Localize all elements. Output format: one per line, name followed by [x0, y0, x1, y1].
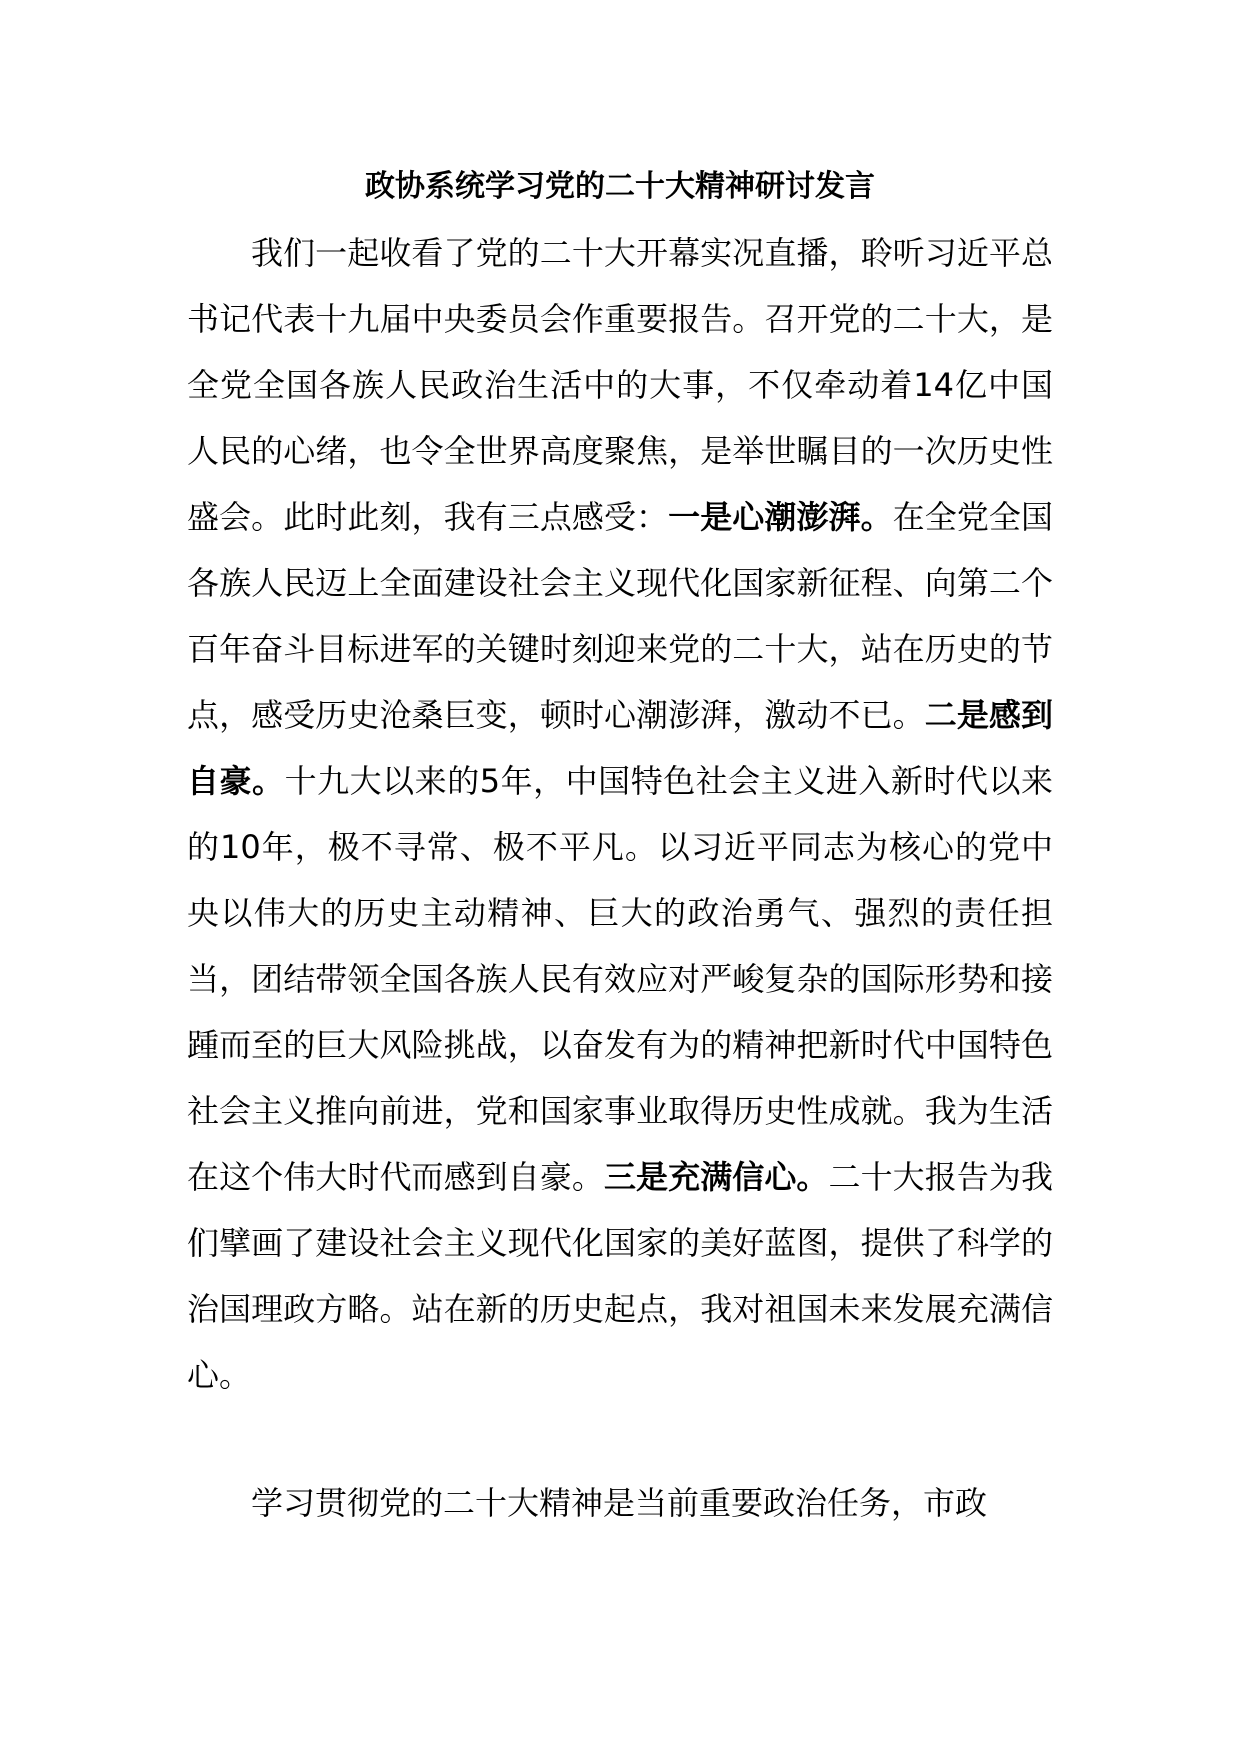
- document-title: 政协系统学习党的二十大精神研讨发言: [365, 169, 875, 204]
- paragraph-1: [187, 220, 1053, 1408]
- paragraph-1-text-b: 在全党全国各族人民迈上全面建设社会主义现代化国家新征程、向第二个百年奋斗目标进军的关键时刻迎来党的二十大，站在历史的节点，感受历史沧桑巨变，顿时心潮澎湃，激动不已。: [187, 498, 1053, 734]
- paragraph-2: 学习贯彻党的二十大精神是当前重要政治任务，市政: [251, 1484, 988, 1522]
- feeling-3-heading: 三是充满信心。: [603, 1158, 829, 1196]
- feeling-1-heading: 一是心潮澎湃。: [668, 498, 893, 536]
- feeling-2-heading: 二是感到自豪。: [187, 696, 1053, 800]
- paragraph-1-text-d: 二十大报告为我们擘画了建设社会主义现代化国家的美好蓝图，提供了科学的治国理政方略。站在新的历史起点，我对祖国未来发展充满信心。: [187, 1158, 1053, 1394]
- paragraph-1-text-a: 我们一起收看了党的二十大开幕实况直播，聆听习近平总书记代表十九届中央委员会作重要报告。召开党的二十大，是全党全国各族人民政治生活中的大事，不仅牵动着14亿中国人民的心绪，也令全世界高度聚焦，是举世瞩目的一次历史性盛会。此时此刻，我有三点感受：: [187, 234, 1053, 536]
- paragraph-1-text-c: 十九大以来的5年，中国特色社会主义进入新时代以来的10年，极不寻常、极不平凡。以习近平同志为核心的党中央以伟大的历史主动精神、巨大的政治勇气、强烈的责任担当，团结带领全国各族人民有效应对严峻复杂的国际形势和接踵而至的巨大风险挑战，以奋发有为的精神把新时代中国特色社会主义推向前进，党和国家事业取得历史性成就。我为生活在这个伟大时代而感到自豪。: [187, 762, 1053, 1196]
